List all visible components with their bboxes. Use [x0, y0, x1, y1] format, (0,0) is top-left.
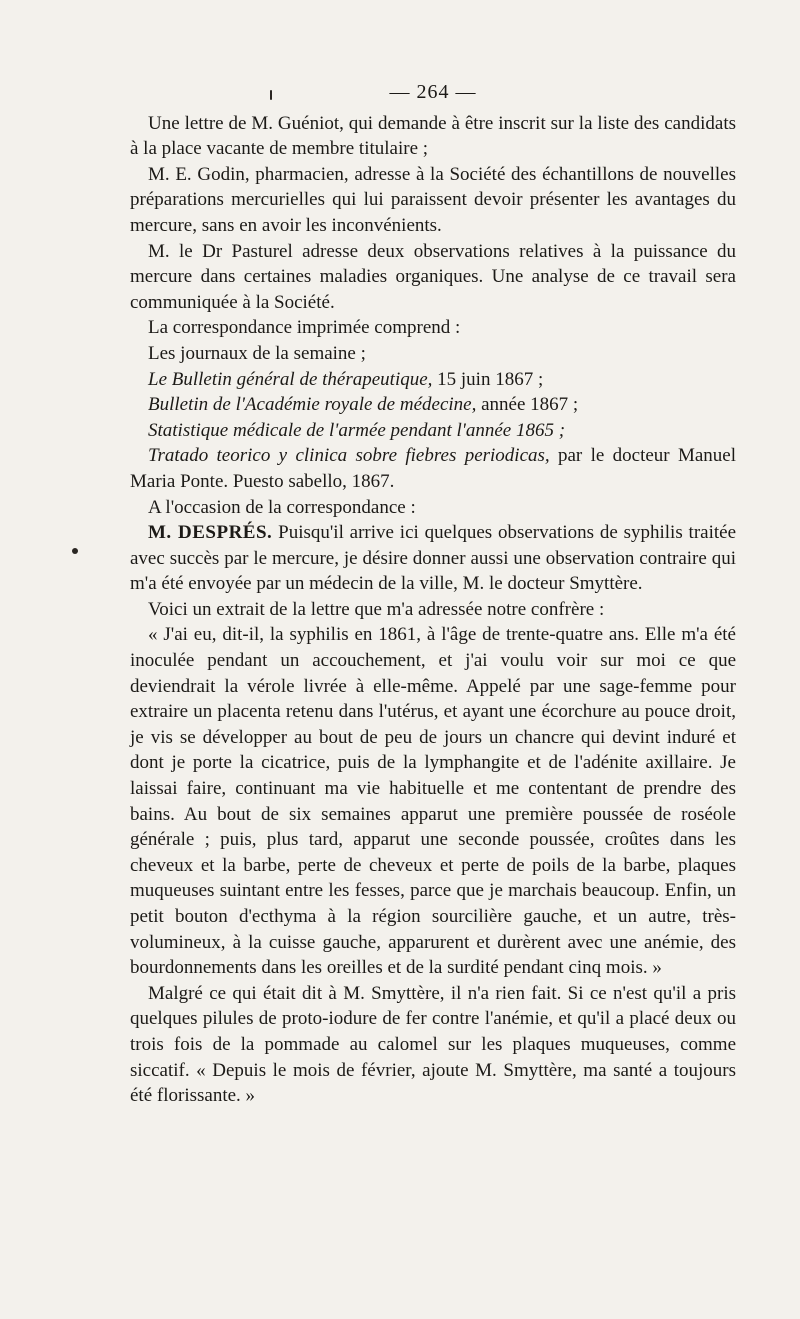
date-bulletin-academie: année 1867 ;	[476, 394, 579, 416]
paragraph-pasturel: M. le Dr Pasturel adresse deux observations relatives à la puissance du mercure dans certaines maladies organiques. Une analyse de ce travail sera communiquée à la Société.	[130, 240, 736, 313]
title-tratado: Tratado teorico y clinica sobre fiebres periodicas,	[148, 445, 550, 467]
paragraph-journaux: Les journaux de la semaine ;	[148, 342, 366, 364]
paragraph-extrait: Voici un extrait de la lettre que m'a adressée notre confrère :	[148, 598, 605, 620]
paragraph-despres	[130, 520, 736, 597]
paragraph-bulletin-therapeutique	[130, 367, 736, 393]
paragraph-malgre: Malgré ce qui était dit à M. Smyttère, il n'a rien fait. Si ce n'est qu'il a pris quelques pilules de proto-iodure de fer contre l'anémie, et qu'il a placé deux ou trois fois de la pommade au calomel sur les plaques muqueuses, comme siccatif. « Depuis le mois de février, ajoute M. Smyttère, ma santé a toujours été florissante. »	[130, 982, 736, 1107]
paragraph-occasion: A l'occasion de la correspondance :	[148, 496, 416, 518]
title-bulletin-therapeutique: Le Bulletin général de thérapeutique,	[148, 368, 433, 390]
ink-speck	[72, 548, 78, 554]
paragraph-godin: M. E. Godin, pharmacien, adresse à la Société des échantillons de nouvelles préparations mercurielles qui lui paraissent devoir présenter les avantages du mercure, sans en avoir les inconvénients.	[130, 163, 736, 236]
speaker-despres: M. DESPRÉS.	[148, 522, 273, 544]
paragraph-bulletin-academie	[130, 392, 736, 418]
speech-despres: Puisqu'il arrive ici quelques observations de syphilis traitée avec succès par le mercure, je désire donner aussi une observation contraire qui m'a été envoyée par un médecin de la ville, M. le docteur Smyttère.	[130, 522, 737, 595]
author-tratado: par le docteur Manuel Maria Ponte. Puesto sabello, 1867.	[130, 445, 736, 492]
title-statistique: Statistique médicale de l'armée pendant l'année 1865 ;	[148, 419, 566, 441]
paragraph-correspondance: La correspondance imprimée comprend :	[148, 317, 461, 339]
paragraph-tratado	[130, 443, 736, 494]
paragraph-letter-quote: « J'ai eu, dit-il, la syphilis en 1861, à l'âge de trente-quatre ans. Elle m'a été inoculée pendant un accouchement, et j'ai voulu voir sur moi ce que deviendrait la vérole livrée à elle-même. Appelé par une sage-femme pour extraire un placenta retenu dans l'utérus, et ayant une écorchure au pouce droit, je vis se développer au bout de peu de jours un chancre qui devint induré et dont je porte la cicatrice, puis de la lymphangite et de l'adénite axillaire. Je laissai faire, continuant ma vie habituelle et me contentant de prendre des bains. Au bout de six semaines apparut une première poussée de roséole générale ; puis, plus tard, apparut une seconde poussée, croûtes dans les cheveux et la barbe, perte de cheveux et perte de poils de la barbe, plaques muqueuses suintant entre les fesses, parce que je marchais beaucoup. Enfin, un petit bouton d'ecthyma à la région sourcilière gauche, et un autre, très-volumineux, à la cuisse gauche, apparurent et durèrent avec une anémie, des bourdonnements dans les oreilles et de la surdité pendant cinq mois. »	[130, 624, 736, 979]
date-bulletin-therapeutique: 15 juin 1867 ;	[432, 368, 544, 390]
paragraph-gueniot: Une lettre de M. Guéniot, qui demande à être inscrit sur la liste des candidats à la place vacante de membre titulaire ;	[130, 112, 736, 160]
page-body	[130, 80, 736, 1109]
page-number: — 264 —	[389, 81, 477, 103]
paragraph-statistique	[130, 418, 736, 444]
title-bulletin-academie: Bulletin de l'Académie royale de médecine,	[148, 394, 477, 416]
